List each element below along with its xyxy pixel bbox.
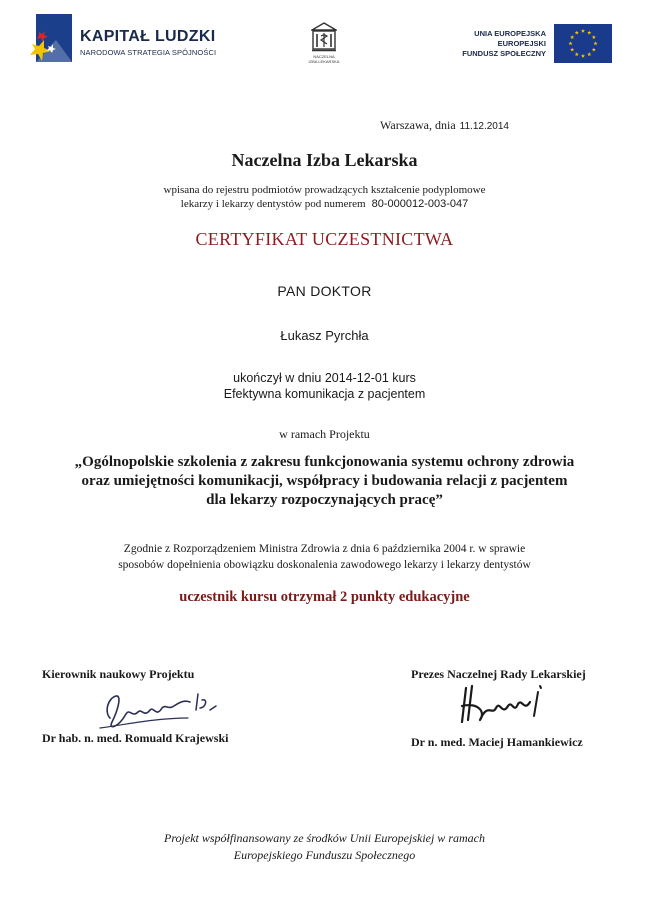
organization-name: Naczelna Izba Lekarska xyxy=(231,150,418,170)
course-name: Efektywna komunikacja z pacjentem xyxy=(223,387,426,401)
eu-line-1: UNIA EUROPEJSKA xyxy=(474,29,546,38)
left-signatory-role: Kierownik naukowy Projektu xyxy=(42,667,195,681)
naczelna-izba-lekarska-emblem xyxy=(311,22,337,52)
date-value: 11.12.2014 xyxy=(459,121,509,132)
footer-line-1: Projekt współfinansowany ze środków Unii Europejskiej w ramach xyxy=(164,831,485,845)
kapital-ludzki-subtitle: NARODOWA STRATEGIA SPÓJNOŚCI xyxy=(80,48,217,57)
footer-line-2: Europejskiego Funduszu Społecznego xyxy=(233,848,416,862)
project-title xyxy=(0,453,649,510)
regulation-line-1: Zgodnie z Rozporządzeniem Ministra Zdrowia z dnia 6 października 2004 r. w sprawie xyxy=(123,543,526,555)
right-signature-image xyxy=(458,682,548,730)
left-signature-image xyxy=(98,688,243,736)
project-title-line-1: „Ogólnopolskie szkolenia z zakresu funkcjonowania systemu ochrony zdrowia xyxy=(74,454,575,470)
points-statement: uczestnik kursu otrzymał 2 punkty edukacyjne xyxy=(179,589,470,605)
completion-line-1: ukończył w dniu 2014-12-01 kurs xyxy=(233,371,416,385)
issue-date xyxy=(380,118,620,133)
registry-line-2 xyxy=(0,198,649,210)
eu-text-block xyxy=(430,29,546,59)
regulation-text xyxy=(0,541,649,573)
right-signatory-name: Dr n. med. Maciej Hamankiewicz xyxy=(411,735,583,749)
regulation-line-2: sposobów dopełnienia obowiązku doskonalenia zawodowego lekarzy i lekarzy dentystów xyxy=(118,559,531,571)
footer-note xyxy=(0,830,649,864)
participant-name: Łukasz Pyrchła xyxy=(280,328,369,343)
nil-caption-line-2: IZBA LEKARSKA xyxy=(308,59,340,64)
eu-line-3: FUNDUSZ SPOŁECZNY xyxy=(462,49,546,58)
date-prefix: Warszawa, dnia xyxy=(380,118,456,132)
project-label: w ramach Projektu xyxy=(279,427,370,441)
kapital-ludzki-title: KAPITAŁ LUDZKI xyxy=(80,28,216,45)
eu-flag-icon xyxy=(554,24,612,63)
certificate-title: CERTYFIKAT UCZESTNICTWA xyxy=(195,229,454,249)
project-title-line-3: dla lekarzy rozpoczynających pracę” xyxy=(206,492,443,508)
registry-number: 80-000012-003-047 xyxy=(371,198,469,210)
kapital-ludzki-logo xyxy=(30,14,72,62)
registry-text: lekarzy i lekarzy dentystów pod numerem xyxy=(180,198,366,210)
salutation: PAN DOKTOR xyxy=(277,283,372,299)
registry-line-1: wpisana do rejestru podmiotów prowadzących kształcenie podyplomowe xyxy=(163,184,486,196)
nil-caption xyxy=(296,54,352,64)
right-signatory-role: Prezes Naczelnej Rady Lekarskiej xyxy=(411,667,586,681)
eu-line-2: EUROPEJSKI xyxy=(497,39,546,48)
nil-caption-line-1: NACZELNA xyxy=(313,54,335,59)
project-title-line-2: oraz umiejętności komunikacji, współpracy i budowania relacji z pacjentem xyxy=(81,473,568,489)
left-signatory-name: Dr hab. n. med. Romuald Krajewski xyxy=(42,731,229,745)
